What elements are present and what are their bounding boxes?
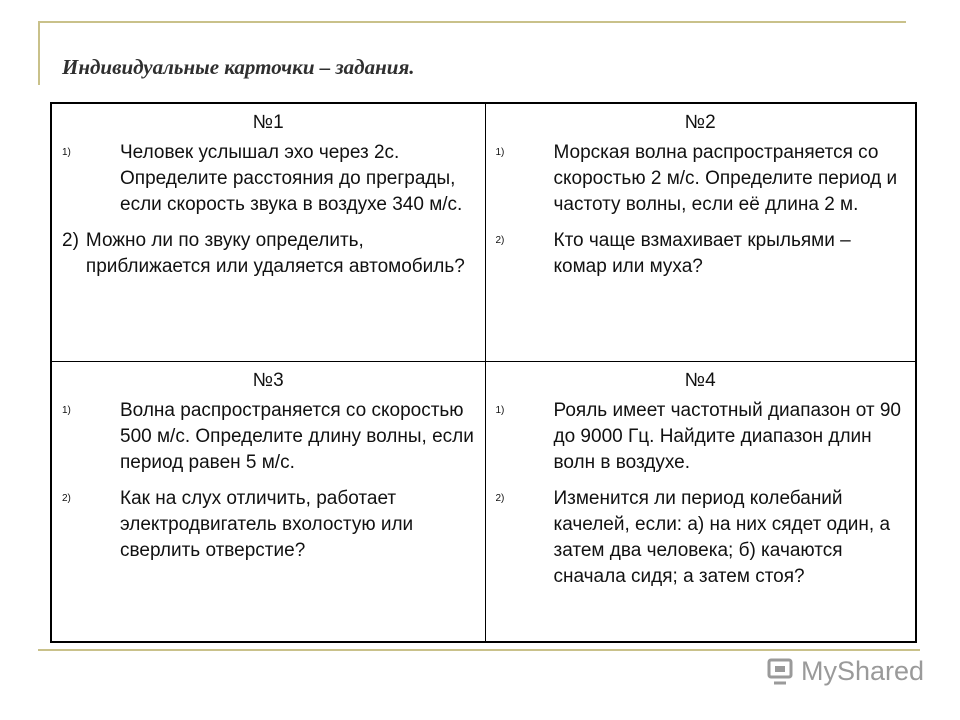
cards-row-bottom xyxy=(51,361,916,642)
task-marker: 2) xyxy=(62,492,71,504)
top-decor-rule xyxy=(38,21,906,23)
task-item xyxy=(62,140,475,218)
watermark-text: MyShared xyxy=(801,656,925,686)
cards-row-top xyxy=(51,103,916,361)
task-marker: 1) xyxy=(495,404,505,416)
task-text: Человек услышал эхо через 2с. Определите расстояния до преграды, если скорость звука в воздухе 340 м/с. xyxy=(120,142,463,215)
cards-table xyxy=(50,102,917,643)
task-text: Как на слух отличить, работает электродвигатель вхолостую или сверлить отверстие? xyxy=(120,487,414,561)
card-number: №4 xyxy=(684,369,716,391)
card-1 xyxy=(51,103,485,361)
task-item xyxy=(496,486,906,590)
task-item xyxy=(62,486,475,564)
card-2 xyxy=(485,103,916,361)
card-3 xyxy=(51,361,485,642)
task-marker: 2) xyxy=(495,235,505,246)
task-marker: 2) xyxy=(495,492,505,504)
task-text: Кто чаще взмахивает крыльями – комар или муха? xyxy=(553,230,851,277)
task-item xyxy=(496,228,906,280)
left-decor-rule xyxy=(38,21,40,85)
task-item xyxy=(496,140,906,218)
task-marker: 1) xyxy=(62,404,71,416)
bottom-decor-rule xyxy=(38,649,920,651)
task-item xyxy=(62,398,475,476)
task-text: Волна распространяется со скоростью 500 м/с. Определите длину волны, если период равен 5 м/с. xyxy=(120,399,474,473)
slide-title-text: Индивидуальные карточки – задания xyxy=(62,55,410,79)
watermark xyxy=(766,656,924,687)
task-item xyxy=(496,398,906,476)
card-number: №1 xyxy=(252,112,284,133)
task-text: Изменится ли период колебаний качелей, если: а) на них сядет один, а затем два человека; б) качаются сначала сидя; а затем стоя? xyxy=(553,487,891,587)
presentation-icon xyxy=(766,657,796,687)
task-text: Можно ли по звуку определить, приближается или удаляется автомобиль? xyxy=(85,230,465,277)
slide-title-suffix: . xyxy=(409,55,415,79)
slide-title xyxy=(62,55,415,80)
card-4 xyxy=(485,361,916,642)
card-number: №2 xyxy=(684,112,716,133)
card-number: №3 xyxy=(252,369,284,391)
task-marker: 2) xyxy=(62,230,79,251)
task-marker: 1) xyxy=(495,147,505,158)
task-marker: 1) xyxy=(62,147,71,158)
task-item xyxy=(62,228,475,280)
task-text: Рояль имеет частотный диапазон от 90 до 9000 Гц. Найдите диапазон длин волн в воздухе. xyxy=(553,399,901,473)
task-text: Морская волна распространяется со скоростью 2 м/с. Определите период и частоту волны, если её длина 2 м. xyxy=(553,142,898,215)
